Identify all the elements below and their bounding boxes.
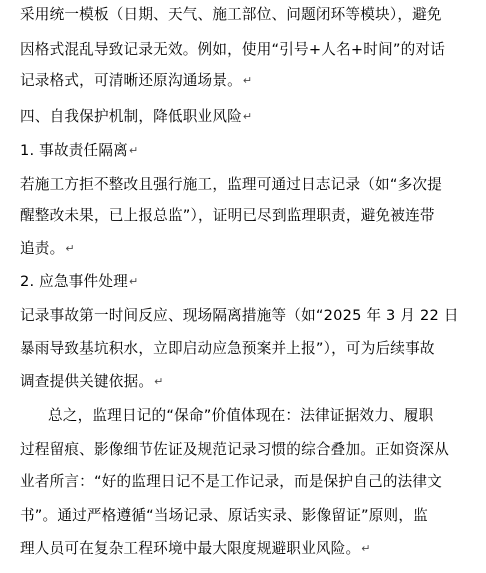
- line-text: 理人员可在复杂工程环境中最大限度规避职业风险。: [20, 540, 361, 557]
- document-line: [20, 372, 486, 392]
- document-line: [20, 306, 486, 326]
- document-line: [20, 472, 486, 492]
- line-text: 记录格式，可清晰还原沟通场景。: [20, 72, 242, 89]
- document-line: [48, 406, 486, 426]
- paragraph-mark-icon: ↵: [128, 144, 139, 157]
- document-line: [20, 71, 486, 91]
- line-text: 若施工方拒不整改且强行施工，监理可通过日志记录（如“多次提: [20, 176, 442, 193]
- line-text: 醒整改未果，已上报总监”），证明已尽到监理职责，避免被连带: [20, 207, 435, 224]
- line-text: 因格式混乱导致记录无效。例如，使用“引号+人名+时间”的对话: [20, 41, 446, 58]
- document-line: [20, 40, 486, 60]
- document-line: [20, 539, 486, 559]
- paragraph-mark-icon: ↵: [65, 242, 75, 255]
- paragraph-mark-icon: ↵: [242, 110, 253, 123]
- paragraph-mark-icon: ↵: [361, 542, 371, 555]
- line-text: 业者所言：“好的监理日记不是工作记录，而是保护自己的法律文: [20, 473, 442, 490]
- document-line: [20, 440, 486, 460]
- line-text: 总之，监理日记的“保命”价值体现在：法律证据效力、履职: [48, 407, 434, 424]
- line-text: 过程留痕、影像细节佐证及规范记录习惯的综合叠加。正如资深从: [20, 441, 450, 458]
- line-text: 四、自我保护机制，降低职业风险: [20, 108, 242, 125]
- document-line: [20, 206, 486, 226]
- document-line: [20, 239, 486, 259]
- paragraph-mark-icon: ↵: [242, 74, 253, 87]
- line-text: 采用统一模板（日期、天气、施工部位、问题闭环等模块），避免: [20, 6, 442, 23]
- document-line: [20, 272, 486, 292]
- paragraph-mark-icon: ↵: [128, 275, 139, 288]
- document-line: [20, 175, 486, 195]
- line-text: 暴雨导致基坑积水，立即启动应急预案并上报”），可为后续事故: [20, 340, 435, 357]
- paragraph-mark-icon: ↵: [154, 375, 164, 388]
- document-line: [20, 506, 486, 526]
- line-text: 1. 事故责任隔离: [20, 142, 128, 159]
- document-line: [20, 339, 486, 359]
- document-line: [20, 107, 486, 127]
- line-text: 记录事故第一时间反应、现场隔离措施等（如“2025 年 3 月 22 日: [20, 307, 459, 324]
- document-line: [20, 5, 486, 25]
- line-text: 2. 应急事件处理: [20, 273, 128, 290]
- line-text: 调查提供关键依据。: [20, 373, 154, 390]
- line-text: 书”。通过严格遵循“当场记录、原话实录、影像留证”原则，监: [20, 507, 428, 524]
- document-line: [20, 141, 486, 161]
- line-text: 追责。: [20, 240, 65, 257]
